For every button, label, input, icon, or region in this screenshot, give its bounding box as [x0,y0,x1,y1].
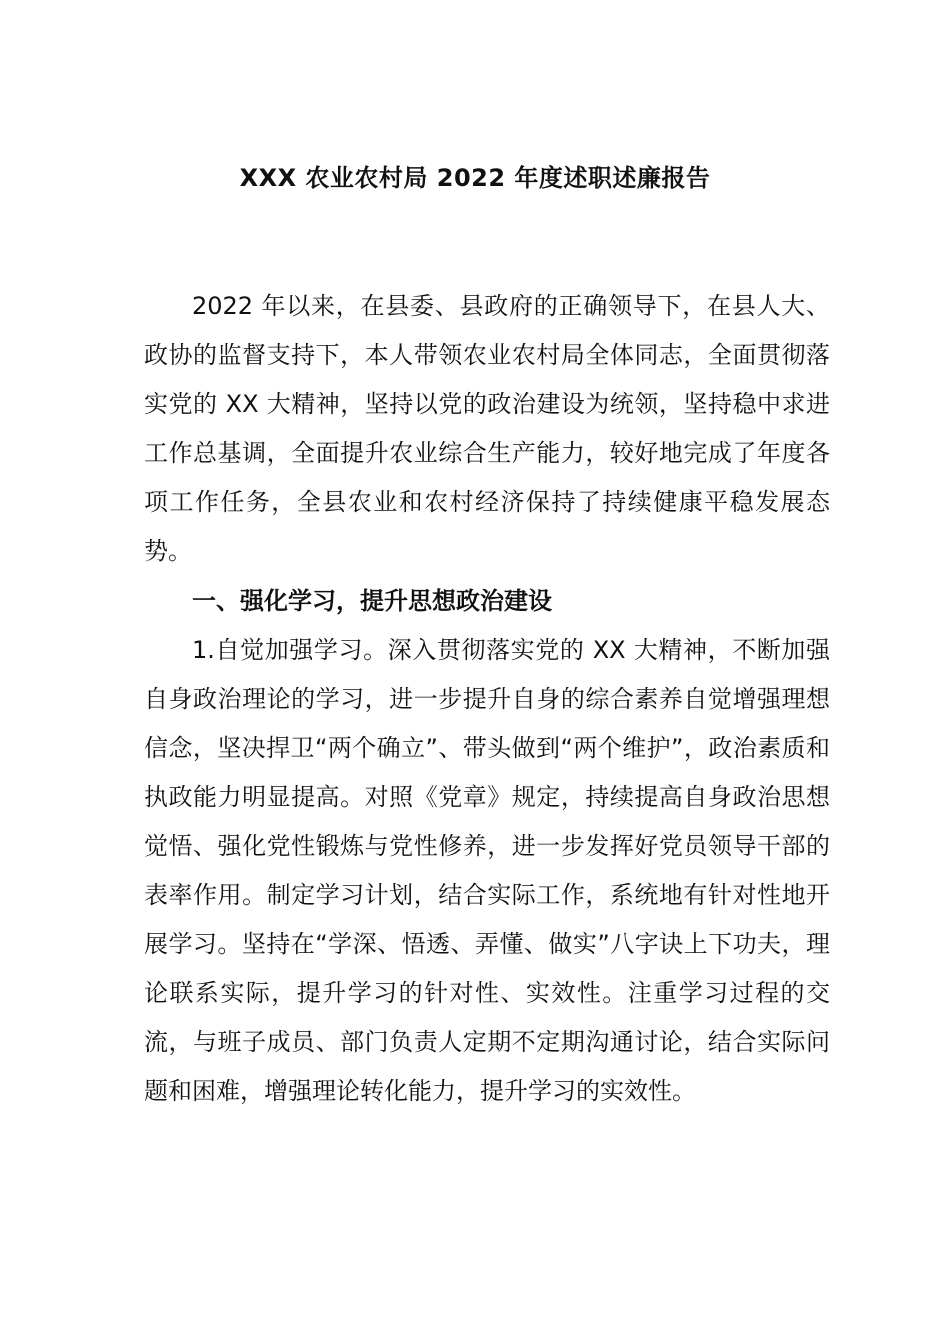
document-title: XXX 农业农村局 2022 年度述职述廉报告 [239,164,711,192]
intro-section [144,282,830,576]
section-heading: 一、强化学习，提升思想政治建设 [192,587,552,615]
section-paragraph: 1.自觉加强学习。深入贯彻落实党的 XX 大精神，不断加强自身政治理论的学习，进一步提升自身的综合素养自觉增强理想信念，坚决捍卫“两个确立”、带头做到“两个维护”，政治素质和执政能力明显提高。对照《党章》规定，持续提高自身政治思想觉悟、强化党性锻炼与党性修养，进一步发挥好党员领导干部的表率作用。制定学习计划，结合实际工作，系统地有针对性地开展学习。坚持在“学深、悟透、弄懂、做实”八字诀上下功夫，理论联系实际，提升学习的针对性、实效性。注重学习过程的交流，与班子成员、部门负责人定期不定期沟通讨论，结合实际问题和困难，增强理论转化能力，提升学习的实效性。 [144,636,830,1105]
section-body [144,626,830,1116]
section-heading-block [144,577,830,626]
intro-paragraph: 2022 年以来，在县委、县政府的正确领导下，在县人大、政协的监督支持下，本人带领农业农村局全体同志，全面贯彻落实党的 XX 大精神，坚持以党的政治建设为统领，坚持稳中求进工作总基调，全面提升农业综合生产能力，较好地完成了年度各项工作任务，全县农业和农村经济保持了持续健康平稳发展态势。 [144,292,830,565]
